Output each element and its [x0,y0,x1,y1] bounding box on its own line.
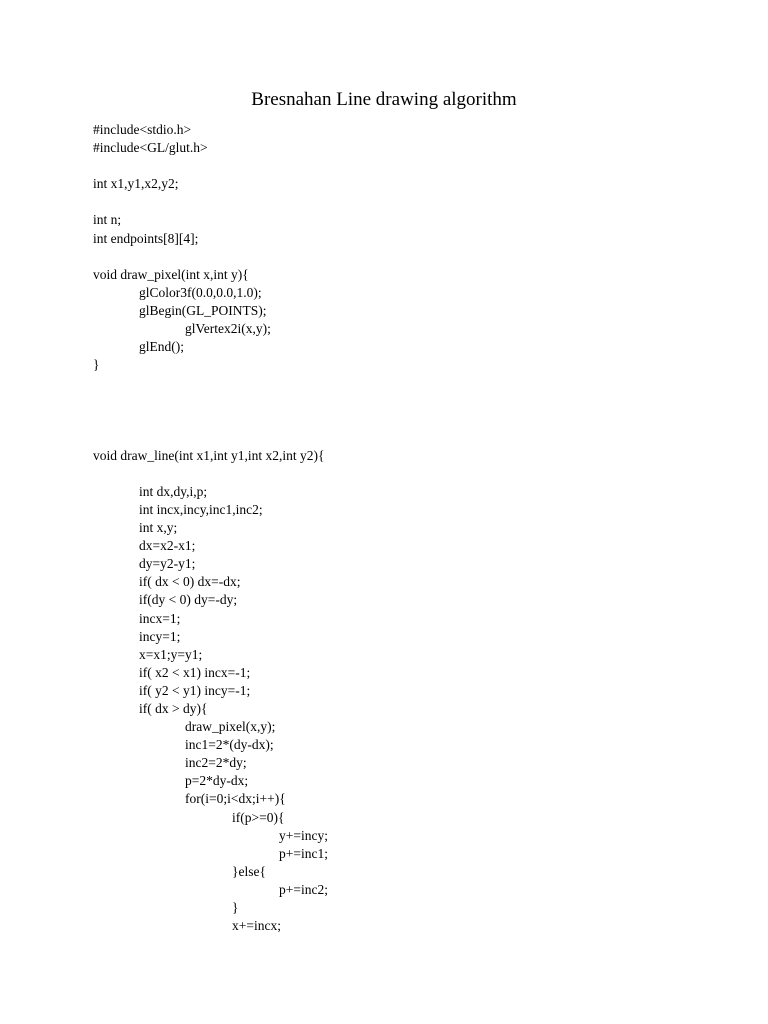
code-line: if( dx < 0) dx=-dx; [139,574,241,590]
code-line: #include<stdio.h> [93,122,192,137]
code-line [93,374,328,392]
code-line: inc2=2*dy; [185,755,247,771]
code-line: p=2*dy-dx; [185,773,249,789]
code-line: int dx,dy,i,p; [139,483,208,499]
code-line [93,157,328,175]
code-line: p+=inc1; [279,845,328,861]
code-line: int incx,incy,inc1,inc2; [139,501,263,517]
code-line: incy=1; [139,628,181,644]
code-line: draw_pixel(x,y); [185,719,276,735]
code-line: int n; [93,212,122,228]
code-line [93,193,328,211]
code-line: x+=incx; [232,918,281,934]
code-line: if( x2 < x1) incx=-1; [139,664,251,680]
code-line: y+=incy; [279,827,328,843]
code-line [93,411,328,429]
code-line: if(dy < 0) dy=-dy; [139,592,238,608]
code-line [93,429,328,447]
code-line: #include<GL/glut.h> [93,140,208,156]
code-line: } [93,357,100,373]
code-line: int x1,y1,x2,y2; [93,176,179,192]
code-line: incx=1; [139,610,181,626]
code-line: if( y2 < y1) incy=-1; [139,682,251,698]
code-line: int x,y; [139,520,178,536]
code-line: if(p>=0){ [232,809,285,825]
code-line: inc1=2*(dy-dx); [185,737,274,753]
code-line: glBegin(GL_POINTS); [139,302,267,318]
code-line: if( dx > dy){ [139,701,208,716]
code-line: for(i=0;i<dx;i++){ [185,791,286,807]
code-line [93,392,328,410]
document-title: Bresnahan Line drawing algorithm [251,89,517,110]
code-line: int endpoints[8][4]; [93,230,199,246]
code-line: void draw_pixel(int x,int y){ [93,266,249,282]
code-line: glColor3f(0.0,0.0,1.0); [139,284,262,300]
code-line: glEnd(); [139,339,184,355]
code-line: x=x1;y=y1; [139,646,203,662]
code-line: p+=inc2; [279,881,328,897]
code-listing [93,121,328,935]
code-line: }else{ [232,863,266,879]
code-line [93,465,328,483]
code-line: } [232,900,239,916]
code-line [93,248,328,266]
code-line: dy=y2-y1; [139,556,196,572]
code-line: dx=x2-x1; [139,538,196,554]
code-line: glVertex2i(x,y); [185,321,271,337]
code-line: void draw_line(int x1,int y1,int x2,int y2){ [93,447,325,463]
